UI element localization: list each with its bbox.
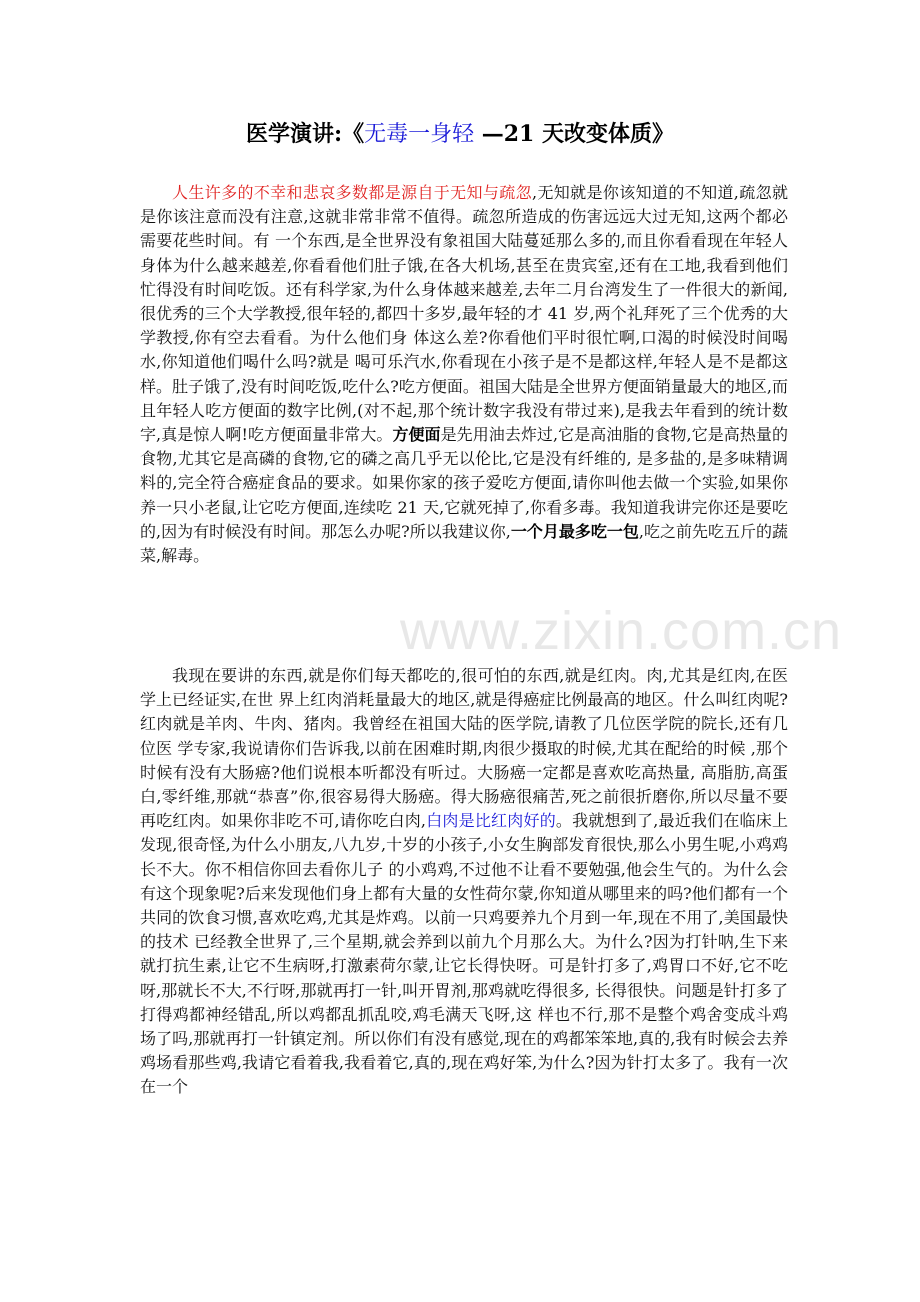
instant-noodle-term: 方便面	[392, 425, 441, 445]
lead-highlight: 人生许多的不幸和悲哀多数都是源自于无知与疏忽	[172, 183, 532, 202]
paragraph-1-text-a: ,无知就是你该知道的不知道,疏忽就是你该注意而没有注意,这就非常非常不值得。疏忽所造成的伤害远远大过无知,这两个都必需要花些时间。有 一个东西,是全世界没有象祖国大陆蔓延那么多的,而且你看看现在年轻人身体为什么越来越差,你看看他们肚子饿,在各大机场,甚至在贵宾室,还有在工地,我看到他们忙得没有时间吃饭。还有科学家,为什么身体越来越差,去年二月台湾发生了一件很大的新闻,很优秀的三个大学教授,很年轻的,都四十多岁,最年轻的才 41 岁,两个礼拜死了三个优秀的大学教授,你有空去看看。为什么他们身 体这么差?你看他们平时很忙啊,口渴的时候没时间喝水,你知道他们喝什么吗?就是 喝可乐汽水,你看现在小孩子是不是都这样,年轻人是不是都这样。肚子饿了,没有时间吃饭,吃什么?吃方便面。祖国大陆是全世界方便面销量最大的地区,而且年轻人吃方便面的数字比例,(对不起,那个统计数字我没有带过来),是我去年看到的统计数字,真是惊人啊!吃方便面量非常大。	[140, 183, 788, 445]
page-title	[0, 117, 920, 148]
title-highlight: 无毒一身轻	[364, 122, 475, 147]
paragraph-1	[140, 181, 788, 568]
paragraph-1-text-c: ,吃之前先吃五斤的蔬菜,解毒。	[140, 521, 788, 566]
paragraph-2	[140, 664, 788, 1100]
white-meat-highlight: 白肉是比红肉好的	[426, 811, 556, 831]
watermark: www.zixin.com.cn	[400, 601, 843, 661]
advice-highlight: 一个月最多吃一包	[510, 521, 639, 541]
title-suffix: —21 天改变体质》	[474, 121, 675, 147]
paragraph-2-text-b: 。我就想到了,最近我们在临床上发现,很奇怪,为什么小朋友,八九岁,十岁的小孩子,小女生胸部发育很快,那么小男生呢,小鸡鸡长不大。你不相信你回去看你儿子 的小鸡鸡,不过他不让看不要勉强,他会生气的。为什么会有这个现象呢?后来发现他们身上都有大量的女性荷尔蒙,你知道从哪里来的吗?他们都有一个共同的饮食习惯,喜欢吃鸡,尤其是炸鸡。以前一只鸡要养九个月到一年,现在不用了,美国最快的技术 已经教全世界了,三个星期,就会养到以前九个月那么大。为什么?因为打针呐,生下来就打抗生素,让它不生病呀,打激素荷尔蒙,让它长得快呀。可是针打多了,鸡胃口不好,它不吃呀,那就长不大,不行呀,那就再打一针,叫开胃剂,那鸡就吃得很多, 长得很快。问题是针打多了打得鸡都神经错乱,所以鸡都乱抓乱咬,鸡毛满天飞呀,这 样也不行,那不是整个鸡舍变成斗鸡场了吗,那就再打一针镇定剂。所以你们有没有感觉,现在的鸡都笨笨地,真的,我有时候会去养鸡场看那些鸡,我请它看着我,我看着它,真的,现在鸡好笨,为什么?因为针打太多了。我有一次在一个	[140, 811, 788, 1097]
paragraph-2-text-a: 我现在要讲的东西,就是你们每天都吃的,很可怕的东西,就是红肉。肉,尤其是红肉,在医学上已经证实,在世 界上红肉消耗量最大的地区,就是得癌症比例最高的地区。什么叫红肉呢?红肉就是羊肉、牛肉、猪肉。我曾经在祖国大陆的医学院,请教了几位医学院的院长,还有几位医 学专家,我说请你们告诉我,以前在困难时期,肉很少摄取的时候,尤其在配给的时候 ,那个时候有没有大肠癌?他们说根本听都没有听过。大肠癌一定都是喜欢吃高热量, 高脂肪,高蛋白,零纤维,那就“恭喜”你,很容易得大肠癌。得大肠癌很痛苦,死之前很折磨你,所以尽量不要再吃红肉。如果你非吃不可,请你吃白肉,	[140, 666, 788, 831]
paragraph-1-text-b: 是先用油去炸过,它是高油脂的食物,它是高热量的食物,尤其它是高磷的食物,它的磷之高几乎无以伦比,它是没有纤维的, 是多盐的,是多味精调料的,完全符合癌症食品的要求。如果你家的孩子爱吃方便面,请你叫他去做一个实验,如果你养一只小老鼠,让它吃方便面,连续吃 21 天,它就死掉了,你看多毒。我知道我讲完你还是要吃的,因为有时候没有时间。那怎么办呢?所以我建议你,	[140, 425, 788, 541]
title-prefix: 医学演讲:《	[245, 121, 365, 147]
